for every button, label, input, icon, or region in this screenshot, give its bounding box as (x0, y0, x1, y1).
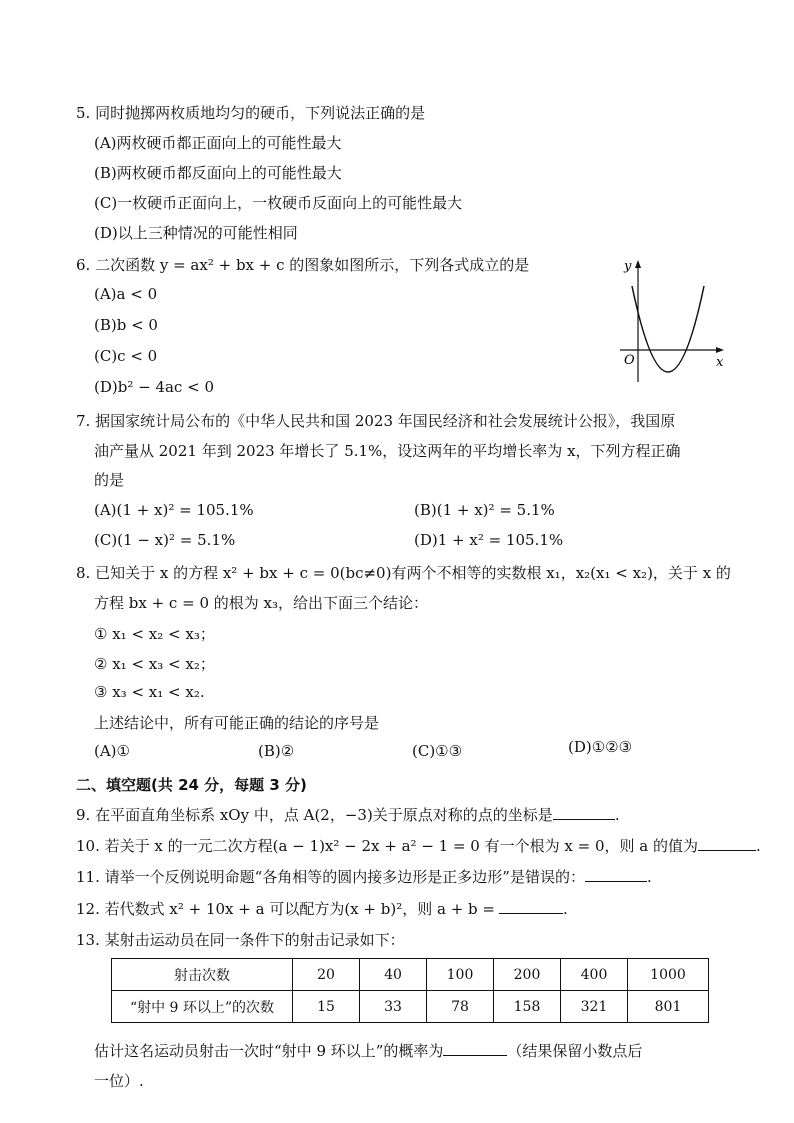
q13-after-text: 估计这名运动员射击一次时“射中 9 环以上”的概率为 (94, 1042, 444, 1060)
q5-stem: 5. 同时抛掷两枚质地均匀的硬币，下列说法正确的是 (76, 104, 426, 122)
q7-option-c: (C)(1 − x)² = 5.1% (94, 531, 236, 549)
q5-option-d: (D)以上三种情况的可能性相同 (94, 224, 298, 242)
q9-end: . (614, 806, 620, 824)
table-cell: 78 (427, 991, 494, 1023)
q9-answer-blank[interactable] (553, 805, 615, 820)
q8-prompt: 上述结论中，所有可能正确的结论的序号是 (94, 714, 380, 732)
table-cell: 400 (561, 959, 628, 991)
q9 (76, 804, 620, 825)
q10-end: . (755, 837, 761, 855)
q11-end: . (646, 868, 652, 886)
q6-option-d: (D)b² − 4ac < 0 (94, 378, 214, 396)
q8-conclusion-3: ③ x₃ < x₁ < x₂. (94, 683, 205, 701)
table-cell: 射击次数 (112, 959, 293, 991)
q11 (76, 866, 652, 887)
q13-after-line2: 一位）. (94, 1072, 144, 1090)
table-cell: 40 (360, 959, 427, 991)
q10-answer-blank[interactable] (698, 836, 756, 851)
table-cell: 100 (427, 959, 494, 991)
q8-option-d: (D)①②③ (568, 738, 633, 756)
q13-after-end: （结果保留小数点后 (507, 1042, 643, 1060)
table-cell: “射中 9 环以上”的次数 (112, 991, 293, 1023)
q7-line1: 7. 据国家统计局公布的《中华人民共和国 2023 年国民经济和社会发展统计公报》，我国原 (76, 412, 676, 430)
q6-option-c: (C)c < 0 (94, 347, 158, 365)
q8-option-c: (C)①③ (412, 742, 463, 760)
table-cell: 321 (561, 991, 628, 1023)
q11-text: 11. 请举一个反例说明命题“各角相等的圆内接多边形是正多边形”是错误的： (76, 868, 585, 886)
q7-option-a: (A)(1 + x)² = 105.1% (94, 501, 254, 519)
q6-option-b: (B)b < 0 (94, 316, 158, 334)
table-cell: 158 (494, 991, 561, 1023)
graph-x-label: x (716, 355, 724, 370)
q8-option-b: (B)② (258, 742, 295, 760)
q10 (76, 835, 761, 856)
q10-text: 10. 若关于 x 的一元二次方程(a − 1)x² − 2x + a² − 1 = 0 有一个根为 x = 0，则 a 的值为 (76, 837, 698, 855)
q13-after-line1 (94, 1040, 642, 1061)
q5-option-c: (C)一枚硬币正面向上，一枚硬币反面向上的可能性最大 (94, 194, 463, 212)
q12-answer-blank[interactable] (499, 899, 563, 914)
q12-text: 12. 若代数式 x² + 10x + a 可以配方为(x + b)²，则 a + b = (76, 900, 495, 918)
table-cell: 200 (494, 959, 561, 991)
q7-option-b: (B)(1 + x)² = 5.1% (414, 501, 555, 519)
table-row (112, 959, 709, 991)
q7-option-d: (D)1 + x² = 105.1% (414, 531, 564, 549)
q5-option-a: (A)两枚硬币都正面向上的可能性最大 (94, 134, 342, 152)
q8-line1: 8. 已知关于 x 的方程 x² + bx + c = 0(bc≠0)有两个不相等的实数根 x₁，x₂(x₁ < x₂)，关于 x 的 (76, 564, 731, 582)
shooting-record-table (111, 958, 709, 1023)
q5-option-b: (B)两枚硬币都反面向上的可能性最大 (94, 164, 342, 182)
table-cell: 1000 (628, 959, 709, 991)
table-cell: 33 (360, 991, 427, 1023)
q8-line2: 方程 bx + c = 0 的根为 x₃，给出下面三个结论： (94, 594, 428, 612)
q6-option-a: (A)a < 0 (94, 285, 158, 303)
table-row (112, 991, 709, 1023)
q7-line3: 的是 (94, 471, 125, 489)
q13-answer-blank[interactable] (443, 1041, 507, 1056)
parabola-graph (616, 258, 728, 386)
q6-stem: 6. 二次函数 y = ax² + bx + c 的图象如图所示，下列各式成立的是 (76, 256, 530, 274)
graph-origin-label: O (624, 353, 635, 368)
q7-line2: 油产量从 2021 年到 2023 年增长了 5.1%，设这两年的平均增长率为 x，下列方程正确 (94, 442, 681, 460)
q8-conclusion-1: ① x₁ < x₂ < x₃； (94, 625, 215, 643)
q12 (76, 898, 568, 919)
q9-text: 9. 在平面直角坐标系 xOy 中，点 A(2，−3)关于原点对称的点的坐标是 (76, 806, 553, 824)
q12-end: . (562, 900, 568, 918)
section-title: 二、填空题(共 24 分，每题 3 分) (76, 776, 307, 794)
q8-option-a: (A)① (94, 742, 130, 760)
q13-stem: 13. 某射击运动员在同一条件下的射击记录如下： (76, 931, 405, 949)
q8-conclusion-2: ② x₁ < x₃ < x₂； (94, 655, 215, 673)
q11-answer-blank[interactable] (585, 867, 647, 882)
graph-y-label: y (624, 259, 632, 274)
table-cell: 15 (293, 991, 360, 1023)
table-cell: 801 (628, 991, 709, 1023)
table-cell: 20 (293, 959, 360, 991)
